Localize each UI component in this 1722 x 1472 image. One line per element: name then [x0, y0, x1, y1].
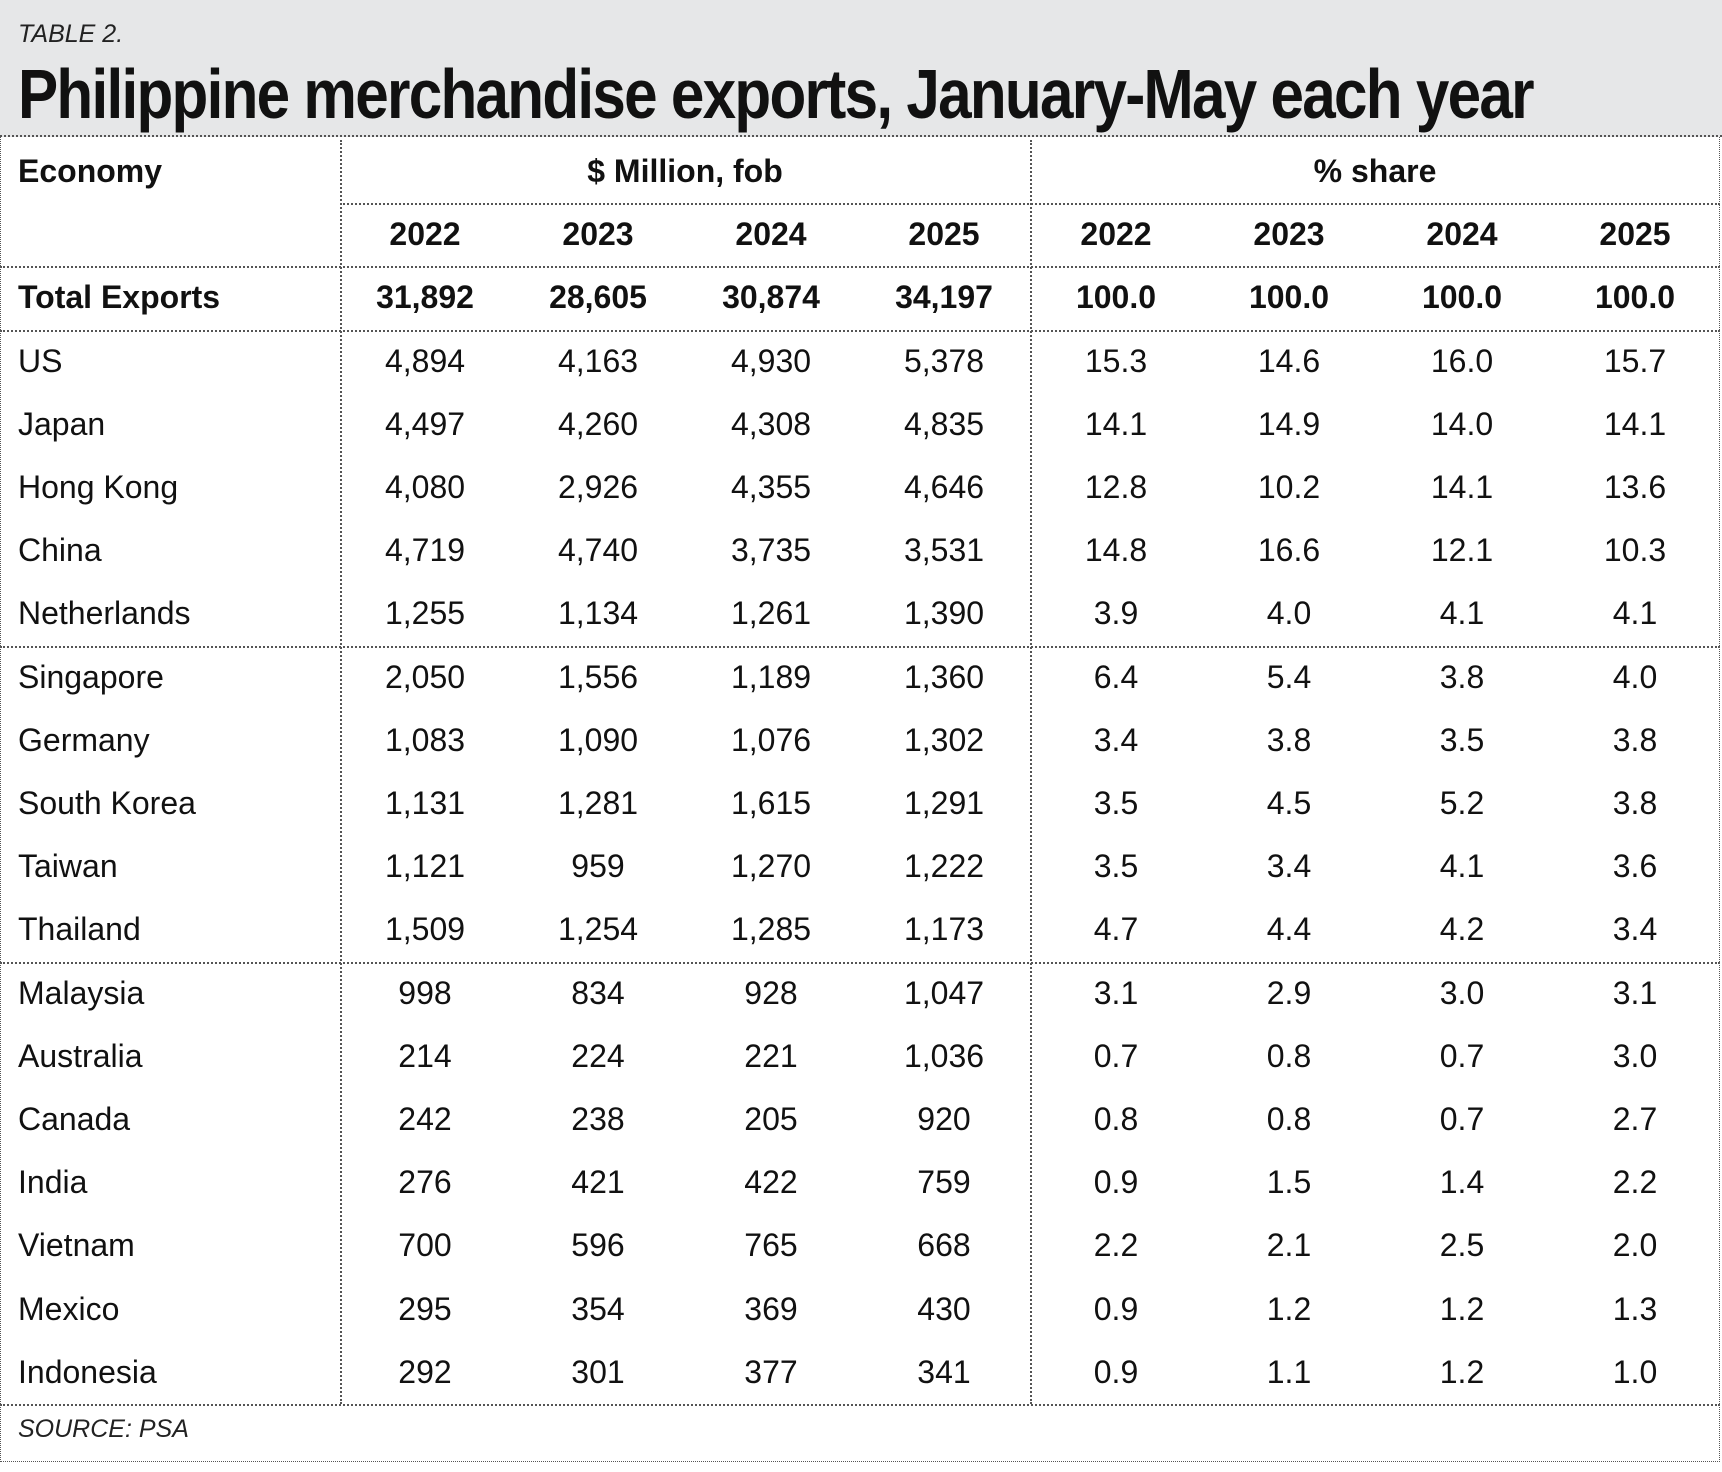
table-cell-value: 0.7 — [1439, 1037, 1485, 1074]
table-cell-value: 2.2 — [1093, 1227, 1139, 1264]
table-cell-value: 14.8 — [1084, 532, 1148, 569]
table-cell-value: 13.6 — [1603, 469, 1667, 505]
column-header-year: 2025 — [908, 216, 980, 253]
table-cell-value: 1,090 — [557, 721, 639, 758]
table-cell-value: 354 — [571, 1290, 625, 1327]
table-cell-value: 1,615 — [730, 785, 812, 821]
table-cell-value: 1.4 — [1439, 1164, 1485, 1201]
table-cell-value: 4.2 — [1439, 911, 1485, 948]
table-cell-value: 3.8 — [1439, 658, 1485, 695]
table-cell-value: 6.4 — [1093, 658, 1139, 695]
table-cell-value: 1,134 — [557, 595, 639, 632]
table-cell-value: 920 — [917, 1101, 971, 1137]
table-cell-value: 1,076 — [730, 721, 812, 758]
table-cell-value: 1.2 — [1439, 1353, 1485, 1390]
table-cell-value: 1,390 — [903, 595, 985, 632]
table-cell-value: 2.5 — [1439, 1227, 1485, 1264]
row-economy-name: Hong Kong — [18, 469, 179, 505]
table-cell-value: 3.0 — [1439, 974, 1485, 1011]
table-cell-value: 221 — [744, 1037, 798, 1074]
table-cell-value: 4,163 — [557, 342, 639, 379]
table-cell-value: 4,497 — [384, 405, 466, 442]
table-cell-value: 3.8 — [1612, 785, 1658, 821]
column-header-year: 2024 — [1426, 216, 1498, 253]
table-cell-value: 700 — [398, 1227, 452, 1264]
table-cell-value: 1,121 — [384, 848, 466, 885]
column-divider-economy — [340, 140, 342, 1404]
table-cell-value: 0.8 — [1266, 1101, 1312, 1137]
table-cell-value: 0.9 — [1093, 1353, 1139, 1390]
table-cell-value: 3.5 — [1093, 785, 1139, 821]
table-cell-value: 765 — [744, 1227, 798, 1264]
table-cell-value: 668 — [917, 1227, 971, 1264]
table-cell-value: 1,255 — [384, 595, 466, 632]
table-cell-value: 292 — [398, 1353, 452, 1390]
source-note: SOURCE: PSA — [18, 1415, 189, 1443]
table-cell-value: 0.9 — [1093, 1164, 1139, 1201]
table-cell-value: 276 — [398, 1164, 452, 1201]
table-cell-value: 0.8 — [1266, 1037, 1312, 1074]
table-cell-value: 1,189 — [730, 658, 812, 695]
table-cell-value: 5,378 — [903, 342, 985, 379]
row-economy-name: China — [18, 532, 102, 569]
table-cell-value: 4.0 — [1266, 595, 1312, 632]
page-title: Philippine merchandise exports, January-May each year — [18, 55, 1533, 133]
table-cell-value: 15.3 — [1084, 342, 1148, 379]
table-cell-value: 1,285 — [730, 911, 812, 948]
row-economy-name: Germany — [18, 721, 150, 758]
table-cell-value: 4.5 — [1266, 785, 1312, 821]
row-economy-name: Thailand — [18, 911, 141, 948]
table-cell-value: 10.2 — [1257, 469, 1321, 505]
table-label: TABLE 2. — [18, 20, 124, 48]
table-cell-value: 1.1 — [1266, 1353, 1312, 1390]
table-cell-value: 3.1 — [1612, 974, 1658, 1011]
row-economy-name: Singapore — [18, 658, 164, 695]
row-economy-name: Australia — [18, 1037, 143, 1074]
table-cell-value: 1,083 — [384, 721, 466, 758]
table-cell-value: 1,254 — [557, 911, 639, 948]
group-divider — [0, 646, 1720, 648]
column-header-year: 2023 — [562, 216, 634, 253]
total-row-value: 100.0 — [1248, 279, 1330, 316]
group-header-million: $ Million, fob — [587, 153, 783, 189]
table-cell-value: 1.5 — [1266, 1164, 1312, 1201]
table-cell-value: 14.6 — [1257, 342, 1321, 379]
column-header-year: 2022 — [1080, 216, 1152, 253]
column-header-year: 2022 — [389, 216, 461, 253]
table-cell-value: 1,556 — [557, 658, 639, 695]
table-cell-value: 2,926 — [557, 469, 639, 505]
table-cell-value: 4.7 — [1093, 911, 1139, 948]
row-economy-name: Taiwan — [18, 848, 118, 885]
row-economy-name: Indonesia — [18, 1353, 157, 1390]
table-cell-value: 1,270 — [730, 848, 812, 885]
table-cell-value: 4.1 — [1612, 595, 1658, 632]
table-cell-value: 242 — [398, 1101, 452, 1137]
row-economy-name: Netherlands — [18, 595, 191, 632]
table-cell-value: 2,050 — [384, 658, 466, 695]
table-cell-value: 998 — [398, 974, 452, 1011]
table-cell-value: 3.4 — [1266, 848, 1312, 885]
row-economy-name: India — [18, 1164, 88, 1201]
table-cell-value: 16.0 — [1430, 342, 1494, 379]
total-row-value: 100.0 — [1594, 279, 1676, 316]
table-cell-value: 3.8 — [1266, 721, 1312, 758]
table-cell-value: 14.1 — [1084, 405, 1148, 442]
group-divider — [0, 962, 1720, 964]
table-cell-value: 10.3 — [1603, 532, 1667, 569]
table-cell-value: 1,047 — [903, 974, 985, 1011]
total-row-value: 100.0 — [1421, 279, 1503, 316]
table-cell-value: 422 — [744, 1164, 798, 1201]
total-row-label: Total Exports — [18, 279, 221, 316]
table-cell-value: 1,281 — [557, 785, 639, 821]
total-row-value: 28,605 — [549, 279, 647, 316]
table-cell-value: 1,302 — [903, 721, 985, 758]
table-cell-value: 12.1 — [1430, 532, 1494, 569]
table-cell-value: 3.1 — [1093, 974, 1139, 1011]
table-cell-value: 421 — [571, 1164, 625, 1201]
table-cell-value: 377 — [744, 1353, 798, 1390]
table-cell-value: 301 — [571, 1353, 625, 1390]
table-cell-value: 4,930 — [730, 342, 812, 379]
table-cell-value: 3.8 — [1612, 721, 1658, 758]
column-divider-share — [1030, 140, 1032, 1404]
row-economy-name: US — [18, 342, 63, 379]
table-cell-value: 4.4 — [1266, 911, 1312, 948]
table-cell-value: 959 — [571, 848, 625, 885]
row-economy-name: Mexico — [18, 1290, 120, 1327]
table-cell-value: 759 — [917, 1164, 971, 1201]
table-cell-value: 3,735 — [730, 532, 812, 569]
table-cell-value: 238 — [571, 1101, 625, 1137]
row-economy-name: Canada — [18, 1101, 131, 1137]
table-cell-value: 1,036 — [903, 1037, 985, 1074]
table-cell-value: 928 — [744, 974, 798, 1011]
table-cell-value: 5.4 — [1266, 658, 1312, 695]
table-cell-value: 2.9 — [1266, 974, 1312, 1011]
table-cell-value: 3.0 — [1612, 1037, 1658, 1074]
column-header-economy: Economy — [18, 153, 163, 189]
row-economy-name: South Korea — [18, 785, 196, 821]
table-cell-value: 0.9 — [1093, 1290, 1139, 1327]
table-cell-value: 4.0 — [1612, 658, 1658, 695]
table-cell-value: 4.1 — [1439, 848, 1485, 885]
row-economy-name: Malaysia — [18, 974, 145, 1011]
column-header-year: 2024 — [735, 216, 807, 253]
row-economy-name: Vietnam — [18, 1227, 135, 1264]
table-cell-value: 2.7 — [1612, 1101, 1658, 1137]
total-row-value: 31,892 — [376, 279, 474, 316]
table-cell-value: 369 — [744, 1290, 798, 1327]
column-header-year: 2023 — [1253, 216, 1325, 253]
table-cell-value: 596 — [571, 1227, 625, 1264]
table-cell-value: 341 — [917, 1353, 971, 1390]
table-cell-value: 4,894 — [384, 342, 466, 379]
table-cell-value: 295 — [398, 1290, 452, 1327]
table-cell-value: 224 — [571, 1037, 625, 1074]
table-cell-value: 14.1 — [1430, 469, 1494, 505]
table-cell-value: 1,360 — [903, 658, 985, 695]
table-cell-value: 3.9 — [1093, 595, 1139, 632]
table-cell-value: 834 — [571, 974, 625, 1011]
table-cell-value: 1,131 — [384, 785, 466, 821]
row-economy-name: Japan — [18, 405, 106, 442]
table-cell-value: 214 — [398, 1037, 452, 1074]
total-row-value: 34,197 — [895, 279, 993, 316]
table-cell-value: 0.8 — [1093, 1101, 1139, 1137]
table-cell-value: 430 — [917, 1290, 971, 1327]
table-cell-value: 3.5 — [1439, 721, 1485, 758]
table-cell-value: 4,646 — [903, 469, 985, 505]
table-cell-value: 1.0 — [1612, 1353, 1658, 1390]
table-cell-value: 3.6 — [1612, 848, 1658, 885]
column-header-year: 2025 — [1599, 216, 1671, 253]
table-bottom-divider — [0, 1404, 1720, 1406]
table-cell-value: 15.7 — [1603, 342, 1667, 379]
table-cell-value: 1.3 — [1612, 1290, 1658, 1327]
table-cell-value: 4,835 — [903, 405, 985, 442]
table-cell-value: 1,222 — [903, 848, 985, 885]
table-cell-value: 14.1 — [1603, 405, 1667, 442]
table-cell-value: 2.0 — [1612, 1227, 1658, 1264]
table-cell-value: 4,080 — [384, 469, 466, 505]
group-header-share: % share — [1313, 153, 1437, 189]
table-cell-value: 3,531 — [903, 532, 985, 569]
table-cell-value: 4.1 — [1439, 595, 1485, 632]
table-cell-value: 1.2 — [1266, 1290, 1312, 1327]
table-cell-value: 4,308 — [730, 405, 812, 442]
table-cell-value: 1,291 — [903, 785, 985, 821]
table-cell-value: 12.8 — [1084, 469, 1148, 505]
table-cell-value: 14.9 — [1257, 405, 1321, 442]
table-cell-value: 16.6 — [1257, 532, 1321, 569]
table-cell-value: 4,719 — [384, 532, 466, 569]
table-cell-value: 2.2 — [1612, 1164, 1658, 1201]
table-cell-value: 1,173 — [903, 911, 985, 948]
table-cell-value: 4,355 — [730, 469, 812, 505]
table-cell-value: 2.1 — [1266, 1227, 1312, 1264]
table-cell-value: 4,260 — [557, 405, 639, 442]
table-header — [0, 0, 1722, 137]
total-divider — [0, 330, 1720, 332]
table-cell-value: 14.0 — [1430, 405, 1494, 442]
table-cell-value: 4,740 — [557, 532, 639, 569]
table-cell-value: 3.5 — [1093, 848, 1139, 885]
table-cell-value: 1.2 — [1439, 1290, 1485, 1327]
table-cell-value: 0.7 — [1093, 1037, 1139, 1074]
table-cell-value: 1,261 — [730, 595, 812, 632]
table-cell-value: 5.2 — [1439, 785, 1485, 821]
total-row-value: 30,874 — [722, 279, 820, 316]
total-row-value: 100.0 — [1075, 279, 1157, 316]
table-cell-value: 0.7 — [1439, 1101, 1485, 1137]
table-cell-value: 3.4 — [1093, 721, 1139, 758]
table-cell-value: 1,509 — [384, 911, 466, 948]
table-cell-value: 205 — [744, 1101, 798, 1137]
table-cell-value: 3.4 — [1612, 911, 1658, 948]
header-divider-total — [0, 266, 1720, 268]
